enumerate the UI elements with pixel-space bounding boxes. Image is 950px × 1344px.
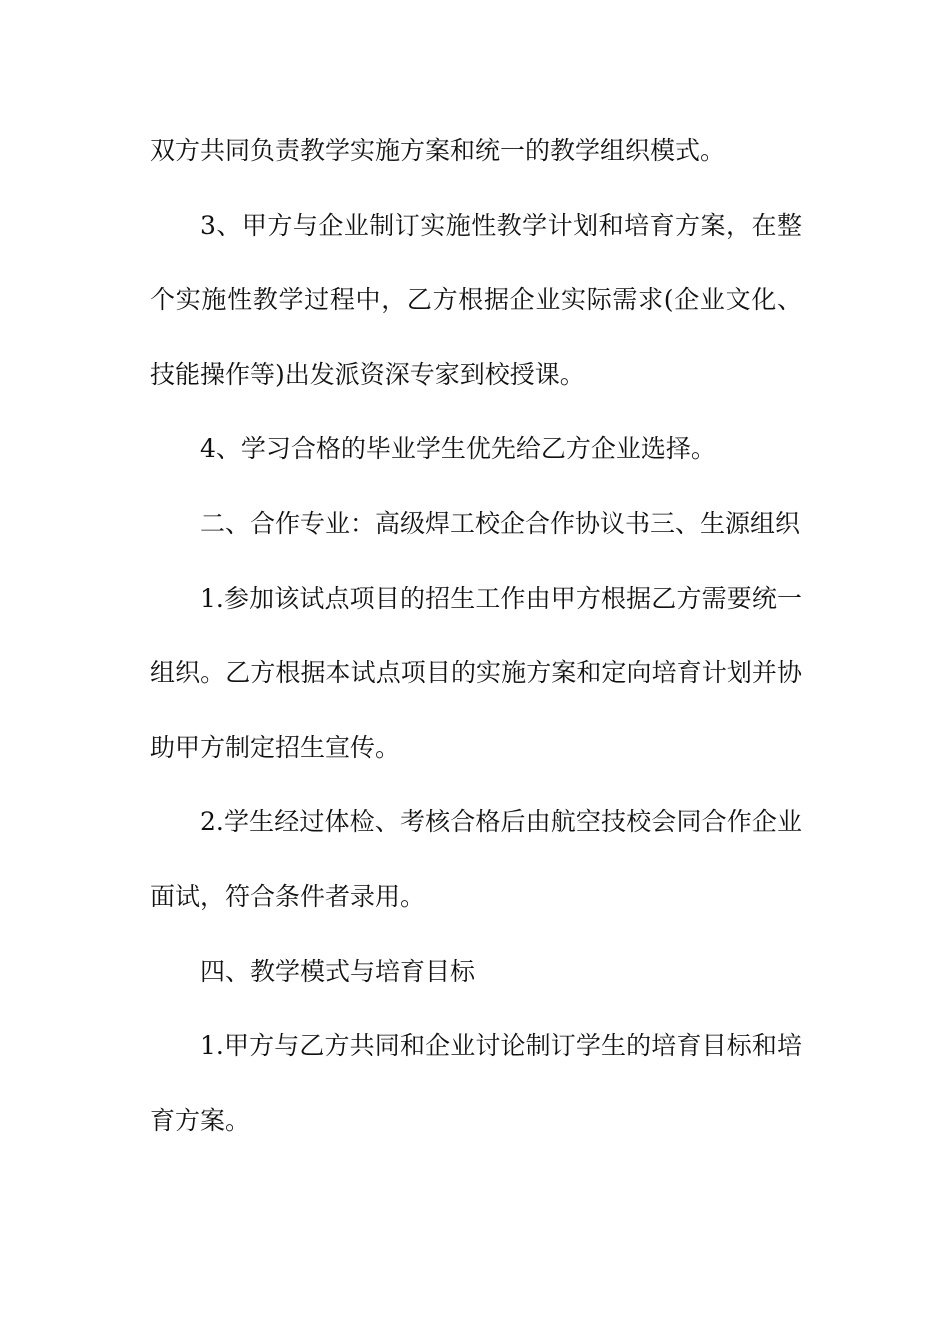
paragraph-enrollment-1: 1.参加该试点项目的招生工作由甲方根据乙方需要统一组织。乙方根据本试点项目的实施方案和定向培育计划并协助甲方制定招生宣传。 xyxy=(150,583,802,762)
paragraph-enrollment-2: 2.学生经过体检、考核合格后由航空技校会同合作企业面试，符合条件者录用。 xyxy=(150,807,802,911)
section-heading-2-3: 二、合作专业：高级焊工校企合作协议书三、生源组织 xyxy=(200,508,801,538)
paragraph-item-4: 4、学习合格的毕业学生优先给乙方企业选择。 xyxy=(200,434,716,464)
document-body xyxy=(150,114,802,1158)
paragraph-item-3: 3、甲方与企业制订实施性教学计划和培育方案，在整个实施性教学过程中，乙方根据企业实际需求(企业文化、技能操作等)出发派资深专家到校授课。 xyxy=(150,210,802,389)
paragraph-continuation: 双方共同负责教学实施方案和统一的教学组织模式。 xyxy=(150,136,726,165)
paragraph-teaching-1: 1.甲方与乙方共同和企业讨论制订学生的培育目标和培育方案。 xyxy=(150,1031,802,1135)
section-heading-4: 四、教学模式与培育目标 xyxy=(200,956,476,986)
